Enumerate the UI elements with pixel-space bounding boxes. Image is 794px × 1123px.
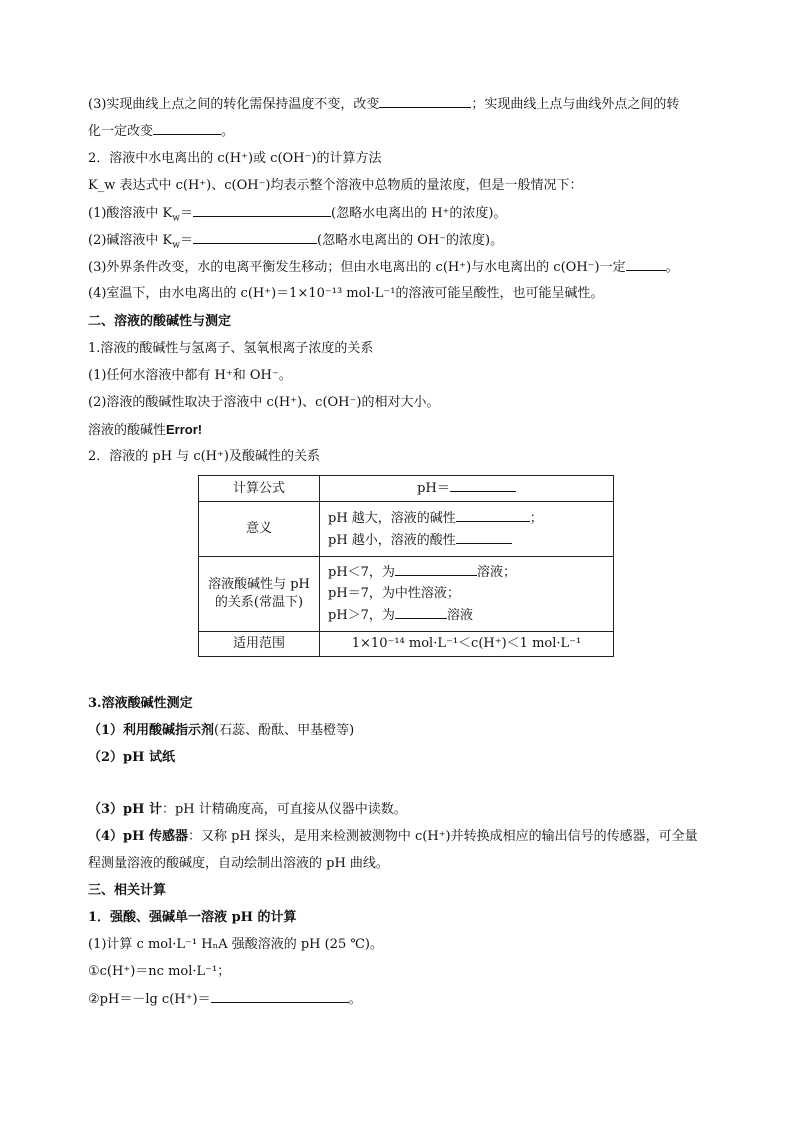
table-row [199,557,614,632]
table-key: 计算公式 [199,476,320,502]
table-row [199,502,614,557]
paragraph-error: 溶液的酸碱性Error! [88,422,203,438]
calc-step-2: ②pH＝－lg c(H⁺)＝ 。 [88,992,362,1007]
question-3-continued: 化一定改变 。 [88,124,235,139]
kw-intro: K_w 表达式中 c(H⁺)、c(OH⁻)均表示整个溶液中总物质的量浓度，但是一般情况下： [88,178,583,193]
table-row [199,476,614,502]
section-title-2: 二、溶液的酸碱性与测定 [88,314,232,329]
answer-blank[interactable] [379,95,471,108]
method-ph-paper: （2）pH 试纸 [88,750,175,765]
item-room-temp: (4)室温下，由水电离出的 c(H⁺)＝1×10⁻¹³ mol·L⁻¹的溶液可能呈酸性，也可能呈碱性。 [88,286,604,301]
item-base: (2)碱溶液中 $K_w=$ (忽略水电离出的 OH⁻的浓度)。 [88,233,504,251]
section-heading-calc: 2．溶液中水电离出的 c(H⁺)或 c(OH⁻)的计算方法 [88,151,382,166]
answer-blank[interactable] [193,231,317,244]
table-value: pH 越大，溶液的碱性 ； pH 越小，溶液的酸性 [320,502,614,557]
ph-table [198,475,614,657]
answer-blank[interactable] [395,563,477,576]
item-external: (3)外界条件改变，水的电离平衡发生移动；但由水电离出的 c(H⁺)与水电离出的 c(OH⁻)一定 。 [88,260,679,275]
calc-step-1: ①c(H⁺)＝nc mol·L⁻¹； [88,964,231,979]
table-value: 1×10⁻¹⁴ mol·L⁻¹＜c(H⁺)＜1 mol·L⁻¹ [320,632,614,657]
method-ph-sensor: （4）pH 传感器：又称 pH 探头，是用来检测被测物中 c(H⁺)并转换成相应的输出信号的传感器，可全量 [88,829,698,844]
table-key: 适用范围 [199,632,320,657]
answer-blank[interactable] [450,479,516,492]
answer-blank[interactable] [456,531,512,544]
subheading-ph: 2．溶液的 pH 与 c(H⁺)及酸碱性的关系 [88,449,320,464]
section-title-3: 三、相关计算 [88,883,167,898]
method-ph-sensor-continued: 程测量溶液的酸碱度，自动绘制出溶液的 pH 曲线。 [88,856,389,871]
method-ph-meter: （3）pH 计：pH 计精确度高，可直接从仪器中读数。 [88,802,407,817]
table-key: 溶液酸碱性与 pH 的关系(常温下) [199,557,320,632]
answer-blank[interactable] [626,258,666,271]
table-key: 意义 [199,502,320,557]
answer-blank[interactable] [211,990,349,1003]
table-value: pH＝ [320,476,614,502]
question-3: (3)实现曲线上点之间的转化需保持温度不变，改变 ；实现曲线上点与曲线外点之间的转 [88,97,680,112]
calc-acid-ph: (1)计算 c mol·L⁻¹ HₙA 强酸溶液的 pH (25 ℃)。 [88,937,384,952]
subheading-strong: 1．强酸、强碱单一溶液 pH 的计算 [88,910,297,925]
table-row [199,632,614,657]
subheading-relation: 1.溶液的酸碱性与氢离子、氢氧根离子浓度的关系 [88,341,374,356]
answer-blank[interactable] [395,606,447,619]
item-acid: (1)酸溶液中 $K_w=$ (忽略水电离出的 H⁺的浓度)。 [88,206,507,224]
table-value: pH＜7，为 溶液； pH＝7，为中性溶液； pH＞7，为 溶液 [320,557,614,632]
subheading-measure: 3.溶液酸碱性测定 [88,696,193,711]
answer-blank[interactable] [153,122,221,135]
paragraph-2: (2)溶液的酸碱性取决于溶液中 c(H⁺)、c(OH⁻)的相对大小。 [88,395,440,410]
method-indicator: （1）利用酸碱指示剂(石蕊、酚酞、甲基橙等) [88,723,355,738]
answer-blank[interactable] [193,204,331,217]
answer-blank[interactable] [456,509,530,522]
paragraph-1: (1)任何水溶液中都有 H⁺和 OH⁻。 [88,368,292,383]
